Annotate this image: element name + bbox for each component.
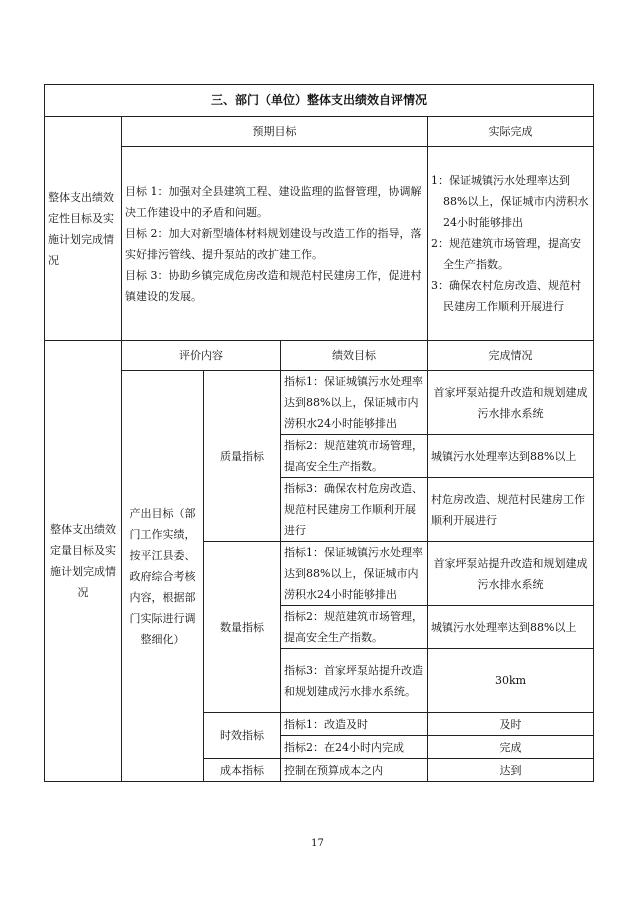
indicator-result: 首家坪泵站提升改造和规划建成污水排水系统 [428,371,594,435]
actual-results-cell [428,147,594,341]
expected-goals-cell [122,147,428,341]
output-target-label: 产出目标（部门工作实绩，按平江县委、政府综合考核内容，根据部门实际进行调整细化） [122,371,204,782]
indicator-target: 指标2：在24小时内完成 [281,736,428,759]
actual-result-item: 1：保证城镇污水处理率达到88%以上，保证城市内涝积水24小时能够排出 [431,174,589,229]
indicator-target: 指标1：改造及时 [281,713,428,736]
indicator-target: 指标1：保证城镇污水处理率达到88%以上，保证城市内涝积水24小时能够排出 [281,542,428,606]
qualitative-row-label: 整体支出绩效定性目标及实施计划完成情况 [45,117,122,341]
indicator-result: 村危房改造、规范村民建房工作顺利开展进行 [428,478,594,542]
eval-content-header: 评价内容 [122,341,281,371]
indicator-target: 指标2：规范建筑市场管理，提高安全生产指数。 [281,435,428,478]
page-number: 17 [311,838,324,849]
indicator-target: 指标1：保证城镇污水处理率达到88%以上，保证城市内涝积水24小时能够排出 [281,371,428,435]
indicator-target: 控制在预算成本之内 [281,759,428,782]
expected-goal-item: 目标 3：协助乡镇完成危房改造和规范村民建房工作，促进村镇建设的发展。 [125,268,422,303]
quality-indicator-label: 质量指标 [204,371,281,542]
expected-goal-item: 目标 2：加大对新型墙体材料规划建设与改造工作的指导，落实好排污管线、提升泵站的改扩建工作。 [125,226,422,261]
expected-goal-item: 目标 1：加强对全县建筑工程、建设监理的监督管理，协调解决工作建设中的矛盾和问题。 [125,184,422,219]
quantity-indicator-label: 数量指标 [204,542,281,713]
quantitative-row-label: 整体支出绩效定量目标及实施计划完成情况 [45,341,122,782]
completion-status-header: 完成情况 [428,341,594,371]
performance-table [44,84,594,782]
indicator-result: 城镇污水处理率达到88%以上 [428,606,594,649]
indicator-result: 及时 [428,713,594,736]
actual-result-item: 3：确保农村危房改造、规范村民建房工作顺利开展进行 [431,279,581,313]
cost-indicator-label: 成本指标 [204,759,281,782]
indicator-target: 指标3：首家坪泵站提升改造和规划建成污水排水系统。 [281,649,428,713]
timeliness-indicator-label: 时效指标 [204,713,281,759]
performance-target-header: 绩效目标 [281,341,428,371]
expected-goal-header: 预期目标 [122,117,428,147]
actual-result-header: 实际完成 [428,117,594,147]
indicator-result: 城镇污水处理率达到88%以上 [428,435,594,478]
indicator-result: 30km [428,649,594,713]
section-title: 三、部门（单位）整体支出绩效自评情况 [45,85,594,117]
indicator-result: 达到 [428,759,594,782]
indicator-result: 首家坪泵站提升改造和规划建成污水排水系统 [428,542,594,606]
indicator-result: 完成 [428,736,594,759]
indicator-target: 指标3：确保农村危房改造、规范村民建房工作顺利开展进行 [281,478,428,542]
indicator-target: 指标2：规范建筑市场管理，提高安全生产指数。 [281,606,428,649]
actual-result-item: 2：规范建筑市场管理，提高安全生产指数。 [431,237,581,271]
